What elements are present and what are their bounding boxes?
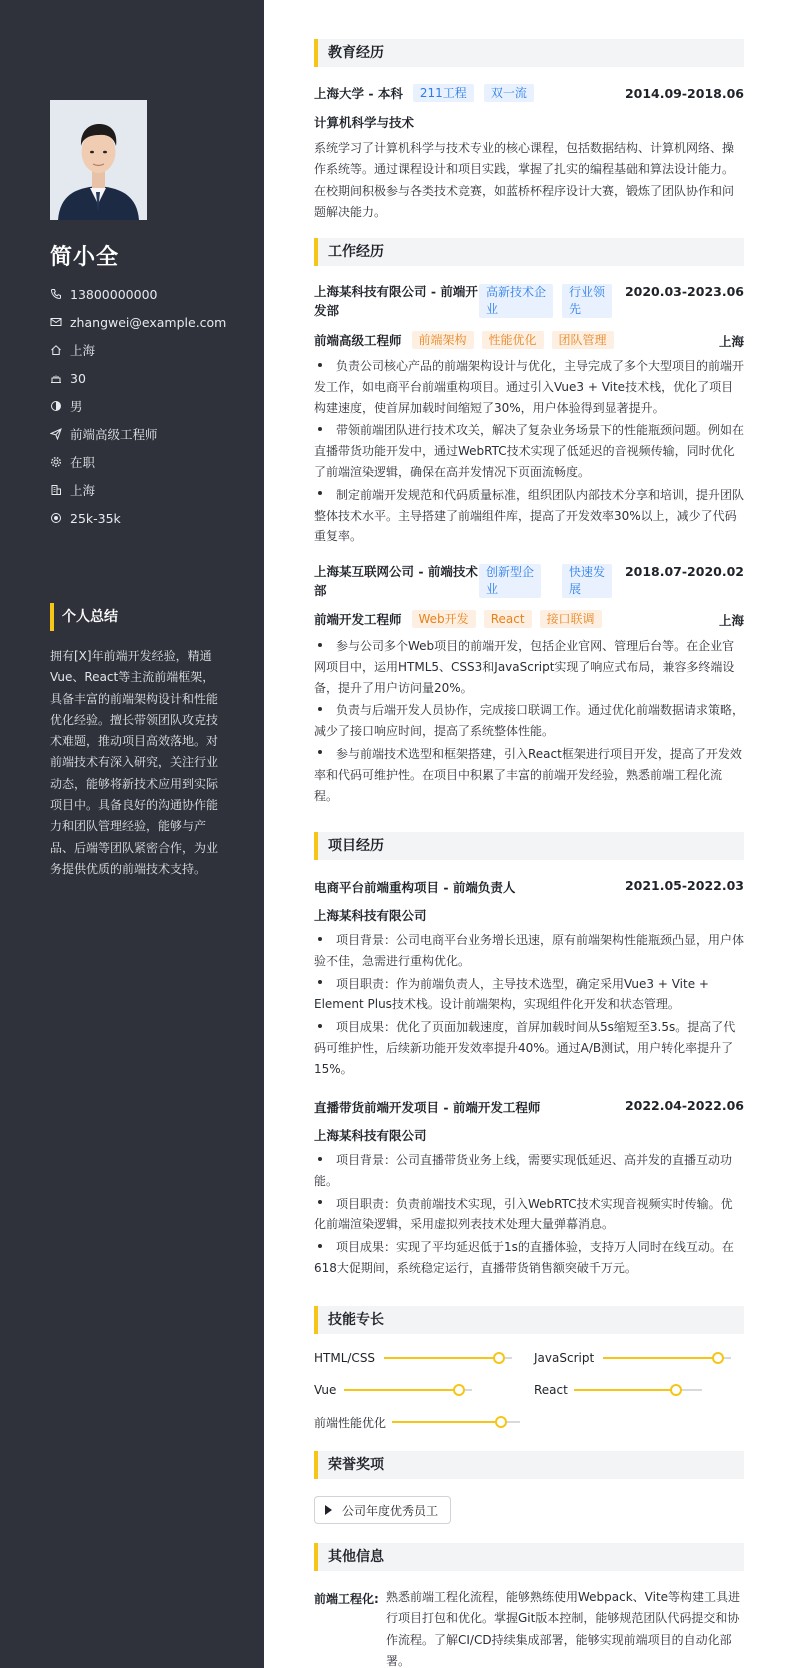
building-icon: [50, 484, 62, 496]
sidebar: [0, 0, 264, 1668]
job-tag: 创新型企 业: [479, 564, 541, 598]
email-text: zhangwei@example.com: [70, 314, 227, 330]
skill-bar-fill: [392, 1421, 501, 1423]
skill-item: [314, 1412, 520, 1432]
phone-text: 13800000000: [70, 286, 158, 302]
cake-icon: [50, 372, 62, 384]
awards-heading: 荣誉奖项: [314, 1451, 744, 1479]
list-item: 参与前端技术选型和框架搭建，引入React框架进行项目开发，提高了开发效率和代码可维护性。在项目中积累了丰富的前端开发经验，熟悉前端工程化流程。: [314, 746, 742, 803]
other-heading: 其他信息: [314, 1543, 744, 1571]
info-age: [50, 364, 250, 392]
job-role-row: [314, 610, 610, 628]
list-item: 项目职责：负责前端技术实现，引入WebRTC技术实现音视频实时传输。优化前端渲染逻辑，采用虚拟列表技术处理大量弹幕消息。: [314, 1196, 733, 1232]
skill-bar-knob: [493, 1352, 505, 1364]
skill-bar: [574, 1389, 702, 1391]
project-title: 电商平台前端重构项目 - 前端负责人: [314, 880, 516, 895]
list-item: 项目成果：实现了平均延迟低于1s的直播体验，支持万人同时在线互动。在618大促期间，系统稳定运行，直播带货销售额突破千万元。: [314, 1240, 734, 1275]
project-bullets: [314, 930, 744, 1082]
skill-bar-knob: [495, 1416, 507, 1428]
skill-item: [314, 1380, 472, 1400]
skill-bar: [392, 1421, 520, 1423]
skill-bar-fill: [384, 1357, 499, 1359]
education-tag: 双一流: [484, 84, 534, 102]
list-item: 项目成果：优化了页面加载速度，首屏加载时间从5s缩短至3.5s。提高了代码可维护性，后续新功能开发效率提升40%。通过A/B测试，用户转化率提升了15%。: [314, 1020, 736, 1076]
list-item: 参与公司多个Web项目的前端开发，包括企业官网、管理后台等。在企业官网项目中，运用HTML5、CSS3和JavaScript实现了响应式布局，兼容多终端设备，提升了用户访问量20%。: [314, 639, 735, 695]
job-skill-tag: 性能优化: [482, 331, 544, 349]
age-text: 30: [70, 370, 86, 386]
info-salary: [50, 504, 250, 532]
job-company: 上海某互联网公司 - 前端技术 部: [314, 564, 478, 598]
target-city-text: 上海: [70, 483, 96, 498]
salary-text: 25k-35k: [70, 510, 121, 526]
job-role: 前端开发工程师: [314, 612, 402, 627]
job-date: 2020.03-2023.06: [624, 284, 744, 299]
skill-bar-knob: [712, 1352, 724, 1364]
skill-bar-fill: [603, 1357, 718, 1359]
list-item: 制定前端开发规范和代码质量标准，组织团队内部技术分享和培训，提升团队整体技术水平。主导搭建了前端组件库，提高了开发效率30%以上，减少了代码重复率。: [314, 487, 745, 544]
phone-icon: [50, 288, 62, 300]
gear-icon: [50, 456, 62, 468]
skill-item: [314, 1348, 512, 1368]
education-description: 系统学习了计算机科学与技术专业的核心课程，包括数据结构、计算机网络、操作系统等。通过课程设计和项目实践，掌握了扎实的编程基础和算法设计能力。在校期间积极参与各类技术竞赛，如蓝桥杯程序设计大赛，锻炼了团队协作和问题解决能力。: [314, 141, 735, 219]
project-company: 上海某科技有限公司: [314, 1128, 427, 1143]
education-date: 2014.09-2018.06: [624, 86, 744, 101]
job-role-row: [314, 331, 622, 349]
send-icon: [50, 428, 62, 440]
job-skill-tag: 接口联调: [540, 610, 602, 628]
mail-icon: [50, 316, 62, 328]
list-item: 负责公司核心产品的前端架构设计与优化，主导完成了多个大型项目的前端开发工作，如电商平台前端重构项目。通过引入Vue3 + Vite技术栈，优化了项目构建速度，使首屏加载时间缩短了30%，用户体验得到显著提升。: [314, 359, 745, 415]
other-label: 前端工程化:: [314, 1592, 379, 1606]
job-company: 上海某科技有限公司 - 前端开 发部: [314, 284, 478, 318]
avatar-portrait-icon: [50, 100, 147, 220]
skills-heading: 技能专长: [314, 1306, 744, 1334]
info-gender: [50, 392, 250, 420]
triangle-right-icon: [325, 1505, 332, 1515]
job-bullets: [314, 356, 744, 549]
job-bullets: [314, 636, 744, 808]
job-skill-tag: React: [484, 610, 532, 628]
skill-name: React: [534, 1383, 568, 1397]
award-item: [314, 1496, 451, 1524]
position-text: 前端高级工程师: [70, 427, 158, 442]
skill-bar-fill: [574, 1389, 676, 1391]
skill-bar-knob: [453, 1384, 465, 1396]
list-item: 带领前端团队进行技术攻关，解决了复杂业务场景下的性能瓶颈问题。例如在直播带货功能开发中，通过WebRTC技术实现了低延迟的音视频传输，同时优化了前端渲染逻辑，确保在高并发情况下页面流畅度。: [314, 423, 745, 479]
skill-name: JavaScript: [534, 1351, 595, 1365]
other-text: 熟悉前端工程化流程，能够熟练使用Webpack、Vite等构建工具进行项目打包和优化。掌握Git版本控制，能够规范团队代码提交和协作流程。了解CI/CD持续集成部署，能够实现前端项目的自动化部署。: [386, 1590, 741, 1668]
skill-bar-knob: [670, 1384, 682, 1396]
project-bullets: [314, 1150, 744, 1281]
info-phone: [50, 280, 250, 308]
job-tag: 高新技术企 业: [479, 284, 553, 318]
skill-bar-fill: [344, 1389, 459, 1391]
job-role: 前端高级工程师: [314, 333, 402, 348]
list-item: 项目背景：公司直播带货业务上线，需要实现低延迟、高并发的直播互动功能。: [314, 1153, 733, 1188]
info-target-city: [50, 476, 250, 504]
education-school: 上海大学 - 本科: [314, 86, 403, 101]
job-skill-tag: 前端架构: [412, 331, 474, 349]
gender-text: 男: [70, 399, 83, 414]
skill-name: HTML/CSS: [314, 1351, 376, 1365]
gender-icon: [50, 400, 62, 412]
info-status: [50, 448, 250, 476]
job-city: 上海: [718, 334, 744, 349]
job-tag: 行业领 先: [562, 284, 612, 318]
skill-bar: [384, 1357, 512, 1359]
job-skill-tag: 团队管理: [552, 331, 614, 349]
info-position: [50, 420, 250, 448]
target-icon: [50, 512, 62, 524]
summary-text: 拥有[X]年前端开发经验，精通Vue、React等主流前端框架，具备丰富的前端架构设计和性能优化经验。擅长带领团队攻克技术难题，推动项目高效落地。对前端技术有深入研究，关注行业动态，能够将新技术应用到实际项目中。具备良好的沟通协作能力和团队管理经验，能够与产品、后端等团队紧密合作，为业务提供优质的前端技术支持。: [50, 649, 219, 876]
projects-heading: 项目经历: [314, 832, 744, 860]
skill-name: 前端性能优化: [314, 1415, 387, 1430]
skill-bar: [603, 1357, 731, 1359]
job-date: 2018.07-2020.02: [624, 564, 744, 579]
avatar: [50, 100, 147, 220]
location-text: 上海: [70, 343, 96, 358]
work-heading: 工作经历: [314, 238, 744, 266]
education-tag: 211工程: [413, 84, 474, 102]
list-item: 负责与后端开发人员协作，完成接口联调工作。通过优化前端数据请求策略，减少了接口响应时间，提高了系统整体性能。: [314, 703, 745, 739]
skill-name: Vue: [314, 1383, 337, 1397]
education-major: 计算机科学与技术: [314, 115, 415, 130]
job-skill-tag: Web开发: [412, 610, 476, 628]
list-item: 项目背景：公司电商平台业务增长迅速，原有前端架构性能瓶颈凸显，用户体验不佳，急需进行重构优化。: [314, 933, 745, 968]
education-heading: 教育经历: [314, 39, 744, 67]
project-company: 上海某科技有限公司: [314, 908, 427, 923]
project-date: 2022.04-2022.06: [624, 1098, 744, 1113]
status-text: 在职: [70, 455, 96, 470]
project-title: 直播带货前端开发项目 - 前端开发工程师: [314, 1100, 541, 1115]
skill-item: [534, 1380, 702, 1400]
list-item: 项目职责：作为前端负责人，主导技术选型，确定采用Vue3 + Vite + Element Plus技术栈。设计前端架构，实现组件化开发和状态管理。: [314, 976, 709, 1012]
contact-info: [50, 280, 250, 532]
award-text: 公司年度优秀员工: [342, 1503, 439, 1518]
summary-heading: 个人总结: [50, 603, 118, 631]
job-city: 上海: [718, 613, 744, 628]
info-email: [50, 308, 250, 336]
profile-name: 简小全: [50, 245, 120, 270]
info-location: [50, 336, 250, 364]
home-icon: [50, 344, 62, 356]
skill-bar: [344, 1389, 472, 1391]
job-tag: 快速发 展: [562, 564, 612, 598]
skill-item: [534, 1348, 731, 1368]
project-date: 2021.05-2022.03: [624, 878, 744, 893]
education-header: [314, 84, 534, 102]
